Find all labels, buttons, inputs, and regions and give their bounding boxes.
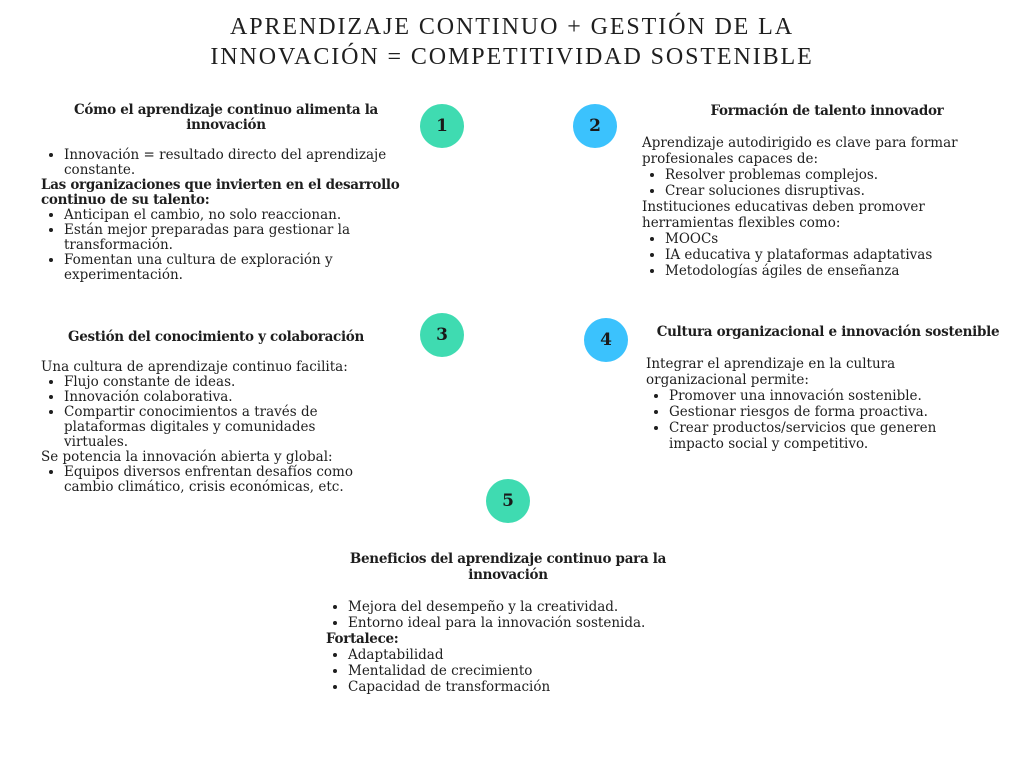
list-item: • Equipos diversos enfrentan desafíos como cambio climático, crisis económicas, etc.: [64, 465, 380, 495]
section-3-intro-2: Se potencia la innovación abierta y global:: [41, 449, 333, 465]
title-line-1: APRENDIZAJE CONTINUO + GESTIÓN DE LA: [230, 14, 794, 40]
list-item: • Entorno ideal para la innovación sostenida.: [348, 615, 686, 631]
list-item: • Innovación = resultado directo del aprendizaje constante.: [64, 148, 450, 178]
section-4-body: [646, 356, 975, 452]
list-item: • Mejora del desempeño y la creatividad.: [348, 599, 686, 615]
list-item: • Gestionar riesgos de forma proactiva.: [669, 404, 975, 420]
section-2-intro: Aprendizaje autodirigido es clave para formar profesionales capaces de:: [642, 135, 958, 167]
section-1-list-2: [41, 208, 450, 283]
list-item: • Adaptabilidad: [348, 647, 686, 663]
list-item: • Fomentan una cultura de exploración y experimentación.: [64, 253, 450, 283]
list-item: • Promover una innovación sostenible.: [669, 388, 975, 404]
list-item: • Innovación colaborativa.: [64, 390, 380, 405]
step-marker-3: 3: [420, 313, 464, 357]
list-item: • Flujo constante de ideas.: [64, 375, 380, 390]
section-1-subheading: Las organizaciones que invierten en el desarrollo continuo de su talento:: [41, 177, 400, 208]
section-3-list-1: [41, 375, 380, 450]
section-4-heading: Cultura organizacional e innovación sostenible: [656, 324, 1000, 340]
title-line-2: INNOVACIÓN = COMPETITIVIDAD SOSTENIBLE: [210, 44, 814, 70]
list-item: • IA educativa y plataformas adaptativas: [665, 247, 1000, 263]
step-marker-4: 4: [584, 318, 628, 362]
step-marker-5: 5: [486, 479, 530, 523]
section-5-heading: Beneficios del aprendizaje continuo para la innovación: [349, 551, 667, 583]
section-1-heading: Cómo el aprendizaje continuo alimenta la innovación: [73, 102, 378, 133]
section-5-body: [326, 599, 686, 695]
step-marker-1: 1: [420, 104, 464, 148]
list-item: • Metodologías ágiles de enseñanza: [665, 263, 1000, 279]
list-item: • Están mejor preparadas para gestionar la transformación.: [64, 223, 450, 253]
section-1-body: [41, 148, 450, 283]
section-4-list-1: [646, 388, 975, 452]
section-5-list-1: [326, 599, 686, 631]
step-marker-2: 2: [573, 104, 617, 148]
list-item: • Mentalidad de crecimiento: [348, 663, 686, 679]
list-item: • Resolver problemas complejos.: [665, 167, 1000, 183]
section-3-list-2: [41, 465, 380, 495]
section-3-intro: Una cultura de aprendizaje continuo facilita:: [41, 359, 348, 375]
list-item: • Crear soluciones disruptivas.: [665, 183, 1000, 199]
page-title: [0, 12, 1024, 72]
section-4-intro: Integrar el aprendizaje en la cultura organizacional permite:: [646, 356, 896, 388]
section-2-body: [642, 135, 1000, 279]
section-2-list-1: [642, 167, 1000, 199]
section-3-body: [41, 360, 380, 495]
section-5-subheading: Fortalece:: [326, 631, 399, 647]
section-1-list-1: [41, 148, 450, 178]
section-3-heading: Gestión del conocimiento y colaboración: [67, 329, 365, 345]
section-2-intro-2: Instituciones educativas deben promover herramientas flexibles como:: [642, 199, 925, 231]
list-item: • Crear productos/servicios que generen impacto social y competitivo.: [669, 420, 975, 452]
list-item: • MOOCs: [665, 231, 1000, 247]
section-2-heading: Formación de talento innovador: [710, 103, 944, 119]
list-item: • Compartir conocimientos a través de plataformas digitales y comunidades virtuales.: [64, 405, 380, 450]
section-5-list-2: [326, 647, 686, 695]
list-item: • Anticipan el cambio, no solo reaccionan.: [64, 208, 450, 223]
list-item: • Capacidad de transformación: [348, 679, 686, 695]
section-2-list-2: [642, 231, 1000, 279]
